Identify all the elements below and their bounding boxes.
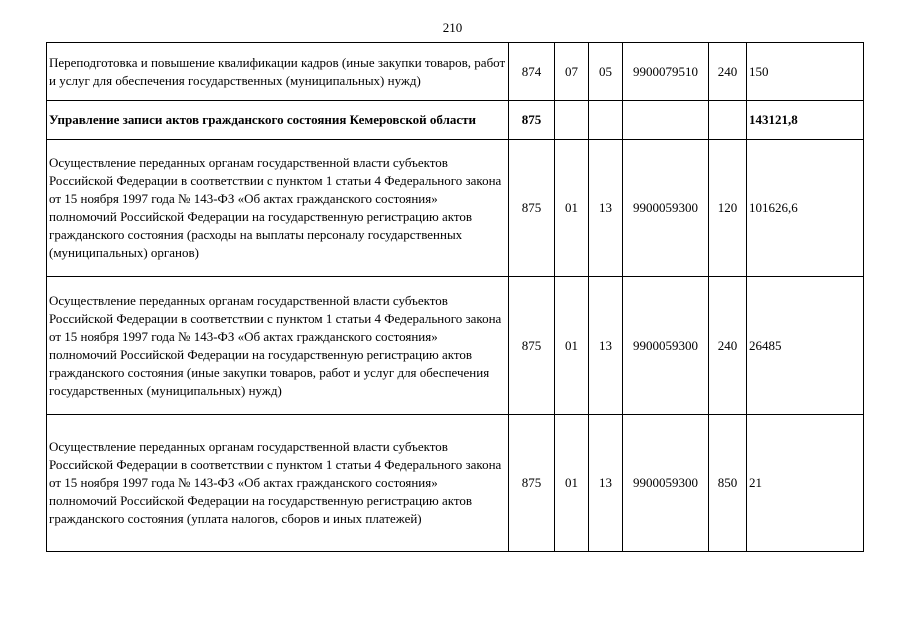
subsection-code: 13 — [589, 277, 623, 415]
table-row — [47, 101, 864, 140]
table-row — [47, 43, 864, 101]
table-body — [47, 43, 864, 552]
expense-name: Осуществление переданных органам государственной власти субъектов Российской Федерации в соответствии с пунктом 1 статьи 4 Федерального закона от 15 ноября 1997 года № 143-ФЗ «Об актах гражданского состояния» полномочий Российской Федерации на государственную регистрацию актов гражданского состояния (расходы на выплаты персоналу государственных (муниципальных) органов) — [47, 140, 509, 277]
expense-name: Управление записи актов гражданского состояния Кемеровской области — [47, 101, 509, 140]
budget-table — [46, 42, 864, 552]
grbs-code: 874 — [509, 43, 555, 101]
table-row — [47, 415, 864, 552]
table-row — [47, 277, 864, 415]
amount: 21 — [747, 415, 864, 552]
section-code: 07 — [555, 43, 589, 101]
grbs-code: 875 — [509, 415, 555, 552]
amount: 26485 — [747, 277, 864, 415]
target-article-code: 9900079510 — [623, 43, 709, 101]
expense-type-code: 850 — [709, 415, 747, 552]
section-code: 01 — [555, 415, 589, 552]
expense-name: Осуществление переданных органам государственной власти субъектов Российской Федерации в соответствии с пунктом 1 статьи 4 Федерального закона от 15 ноября 1997 года № 143-ФЗ «Об актах гражданского состояния» полномочий Российской Федерации на государственную регистрацию актов гражданского состояния (иные закупки товаров, работ и услуг для обеспечения государственных (муниципальных) нужд) — [47, 277, 509, 415]
subsection-code: 13 — [589, 140, 623, 277]
expense-type-code: 120 — [709, 140, 747, 277]
target-article-code: 9900059300 — [623, 415, 709, 552]
subsection-code: 13 — [589, 415, 623, 552]
section-code: 01 — [555, 277, 589, 415]
subsection-code — [589, 101, 623, 140]
page-number: 210 — [442, 20, 463, 35]
target-article-code — [623, 101, 709, 140]
expense-type-code — [709, 101, 747, 140]
amount: 150 — [747, 43, 864, 101]
expense-name: Осуществление переданных органам государственной власти субъектов Российской Федерации в соответствии с пунктом 1 статьи 4 Федерального закона от 15 ноября 1997 года № 143-ФЗ «Об актах гражданского состояния» полномочий Российской Федерации на государственную регистрацию актов гражданского состояния (уплата налогов, сборов и иных платежей) — [47, 415, 509, 552]
target-article-code: 9900059300 — [623, 277, 709, 415]
expense-type-code: 240 — [709, 43, 747, 101]
grbs-code: 875 — [509, 140, 555, 277]
section-code — [555, 101, 589, 140]
expense-type-code: 240 — [709, 277, 747, 415]
section-code: 01 — [555, 140, 589, 277]
subsection-code: 05 — [589, 43, 623, 101]
grbs-code: 875 — [509, 277, 555, 415]
table-row — [47, 140, 864, 277]
expense-name: Переподготовка и повышение квалификации кадров (иные закупки товаров, работ и услуг для обеспечения государственных (муниципальных) нужд) — [47, 43, 509, 101]
amount: 101626,6 — [747, 140, 864, 277]
grbs-code: 875 — [509, 101, 555, 140]
amount: 143121,8 — [747, 101, 864, 140]
target-article-code: 9900059300 — [623, 140, 709, 277]
